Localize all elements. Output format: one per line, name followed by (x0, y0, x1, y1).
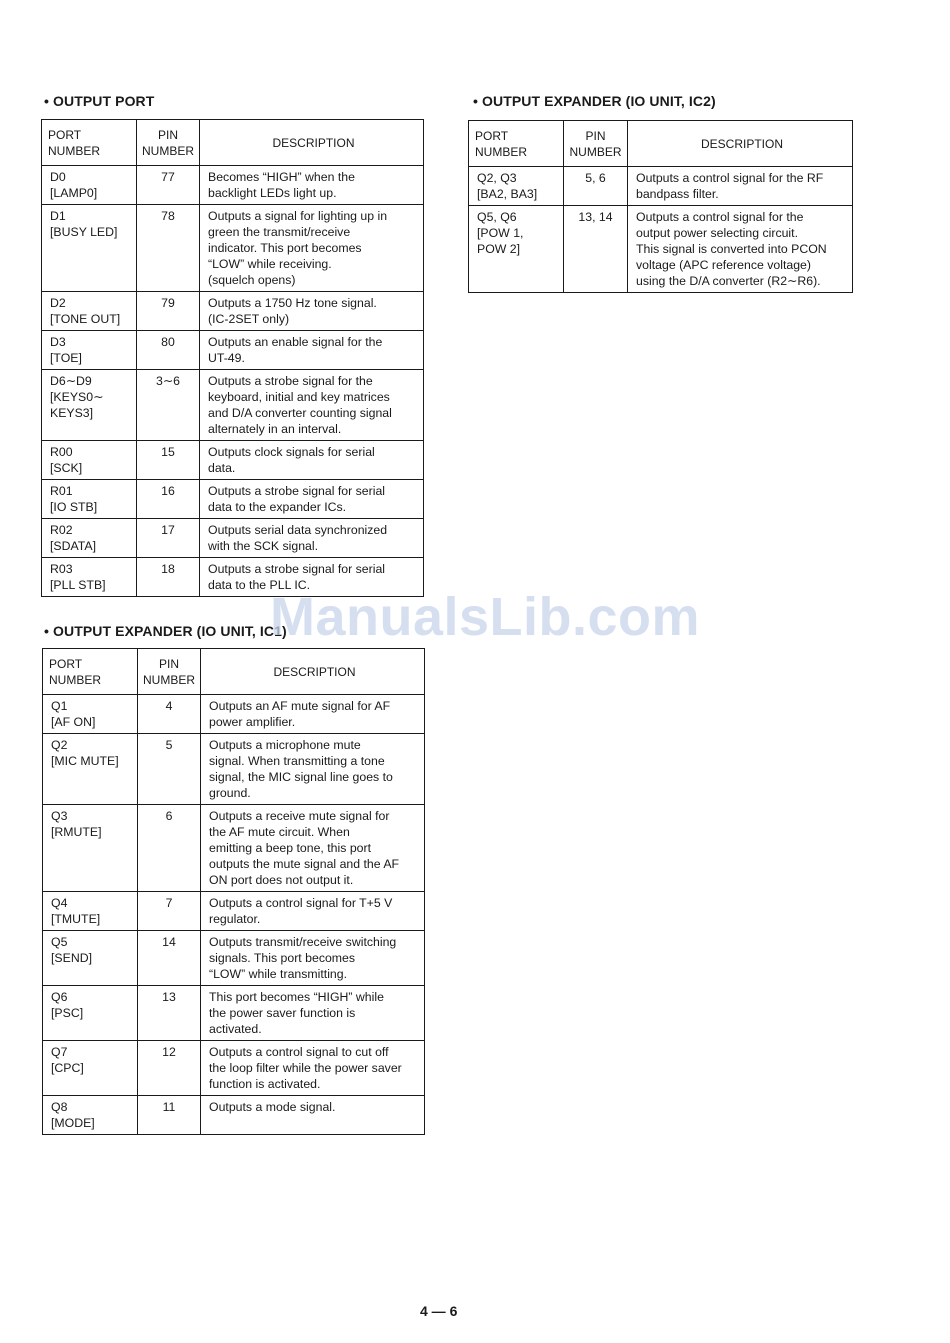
port-cell: Q5 [SEND] (43, 931, 138, 986)
output-expander-ic1-title: • OUTPUT EXPANDER (IO UNIT, IC1) (44, 623, 287, 639)
table-row (42, 370, 424, 441)
output-port-table (41, 119, 424, 597)
port-cell: Q2, Q3 [BA2, BA3] (469, 167, 564, 206)
pin-cell: 17 (137, 519, 200, 558)
table-row (42, 292, 424, 331)
port-cell: D2 [TONE OUT] (42, 292, 137, 331)
description-cell: Outputs a strobe signal for serial data to the PLL IC. (208, 562, 386, 592)
table-row (42, 166, 424, 205)
pin-cell: 15 (137, 441, 200, 480)
description-cell: Outputs a receive mute signal for the AF mute circuit. When emitting a beep tone, this port outputs the mute signal and the AF ON port does not output it. (209, 809, 400, 887)
port-cell: R01 [IO STB] (42, 480, 137, 519)
pin-number-header: PIN NUMBER (138, 649, 201, 695)
pin-cell: 3∼6 (137, 370, 200, 441)
pin-cell: 13, 14 (564, 206, 628, 293)
description-header: DESCRIPTION (201, 649, 425, 695)
description-cell: Outputs a microphone mute signal. When transmitting a tone signal, the MIC signal line goes to ground. (209, 738, 393, 800)
table-row (42, 331, 424, 370)
pin-cell: 77 (137, 166, 200, 205)
table-header-row (469, 121, 853, 167)
description-header: DESCRIPTION (628, 121, 853, 167)
pin-cell: 79 (137, 292, 200, 331)
port-cell: Q6 [PSC] (43, 986, 138, 1041)
port-number-header: PORT NUMBER (469, 121, 564, 167)
table-row (43, 805, 425, 892)
port-number-header: PORT NUMBER (43, 649, 138, 695)
table-row (43, 986, 425, 1041)
pin-cell: 5 (138, 734, 201, 805)
port-cell: D6∼D9 [KEYS0∼ KEYS3] (42, 370, 137, 441)
pin-cell: 12 (138, 1041, 201, 1096)
port-cell: R03 [PLL STB] (42, 558, 137, 597)
port-cell: D1 [BUSY LED] (42, 205, 137, 292)
page-number: 4 — 6 (420, 1303, 458, 1319)
description-cell: Outputs a strobe signal for serial data to the expander ICs. (208, 484, 386, 514)
table-header-row (43, 649, 425, 695)
output-expander-ic2-table (468, 120, 853, 293)
pin-cell: 13 (138, 986, 201, 1041)
description-cell: This port becomes “HIGH” while the power saver function is activated. (209, 990, 384, 1036)
pin-cell: 6 (138, 805, 201, 892)
table-row (43, 1041, 425, 1096)
table-row (42, 519, 424, 558)
port-number-header: PORT NUMBER (42, 120, 137, 166)
pin-cell: 5, 6 (564, 167, 628, 206)
table-row (469, 167, 853, 206)
output-expander-ic1-table (42, 648, 425, 1135)
table-row (42, 480, 424, 519)
pin-cell: 18 (137, 558, 200, 597)
port-cell: R02 [SDATA] (42, 519, 137, 558)
port-cell: Q3 [RMUTE] (43, 805, 138, 892)
pin-cell: 7 (138, 892, 201, 931)
table-row (43, 734, 425, 805)
output-expander-ic2-title: • OUTPUT EXPANDER (IO UNIT, IC2) (473, 93, 716, 109)
port-cell: Q8 [MODE] (43, 1096, 138, 1135)
table-row (42, 441, 424, 480)
table-row (42, 205, 424, 292)
port-cell: Q7 [CPC] (43, 1041, 138, 1096)
description-cell: Outputs transmit/receive switching signals. This port becomes “LOW” while transmitting. (209, 935, 397, 981)
table-row (42, 558, 424, 597)
table-header-row (42, 120, 424, 166)
pin-cell: 80 (137, 331, 200, 370)
description-cell: Outputs a signal for lighting up in green the transmit/receive indicator. This port becomes “LOW” while receiving. (squelch opens) (208, 209, 388, 287)
description-cell: Outputs an enable signal for the UT-49. (208, 335, 383, 365)
port-cell: Q5, Q6 [POW 1, POW 2] (469, 206, 564, 293)
description-cell: Outputs a mode signal. (209, 1100, 336, 1114)
description-cell: Outputs a control signal for the RF bandpass filter. (636, 171, 824, 201)
table-row (43, 892, 425, 931)
pin-number-header: PIN NUMBER (564, 121, 628, 167)
pin-cell: 4 (138, 695, 201, 734)
port-cell: R00 [SCK] (42, 441, 137, 480)
port-cell: D3 [TOE] (42, 331, 137, 370)
table-row (43, 1096, 425, 1135)
description-cell: Outputs a control signal for the output power selecting circuit. This signal is converted into PCON voltage (APC reference voltage) using the D/A converter (R2∼R6). (636, 210, 827, 288)
pin-cell: 11 (138, 1096, 201, 1135)
pin-cell: 16 (137, 480, 200, 519)
description-cell: Outputs a strobe signal for the keyboard, initial and key matrices and D/A converter counting signal alternately in an interval. (208, 374, 392, 436)
watermark: ManualsLib.com (270, 587, 701, 647)
port-cell: D0 [LAMP0] (42, 166, 137, 205)
pin-cell: 14 (138, 931, 201, 986)
description-cell: Outputs a control signal for T+5 V regulator. (209, 896, 393, 926)
table-row (469, 206, 853, 293)
description-cell: Outputs an AF mute signal for AF power amplifier. (209, 699, 391, 729)
description-cell: Becomes “HIGH” when the backlight LEDs light up. (208, 170, 355, 200)
port-cell: Q2 [MIC MUTE] (43, 734, 138, 805)
table-row (43, 931, 425, 986)
table-row (43, 695, 425, 734)
port-cell: Q4 [TMUTE] (43, 892, 138, 931)
description-cell: Outputs serial data synchronized with the SCK signal. (208, 523, 388, 553)
description-cell: Outputs a control signal to cut off the loop filter while the power saver function is activated. (209, 1045, 402, 1091)
pin-number-header: PIN NUMBER (137, 120, 200, 166)
port-cell: Q1 [AF ON] (43, 695, 138, 734)
description-header: DESCRIPTION (200, 120, 424, 166)
description-cell: Outputs a 1750 Hz tone signal. (IC-2SET only) (208, 296, 377, 326)
pin-cell: 78 (137, 205, 200, 292)
description-cell: Outputs clock signals for serial data. (208, 445, 375, 475)
output-port-title: • OUTPUT PORT (44, 93, 155, 109)
